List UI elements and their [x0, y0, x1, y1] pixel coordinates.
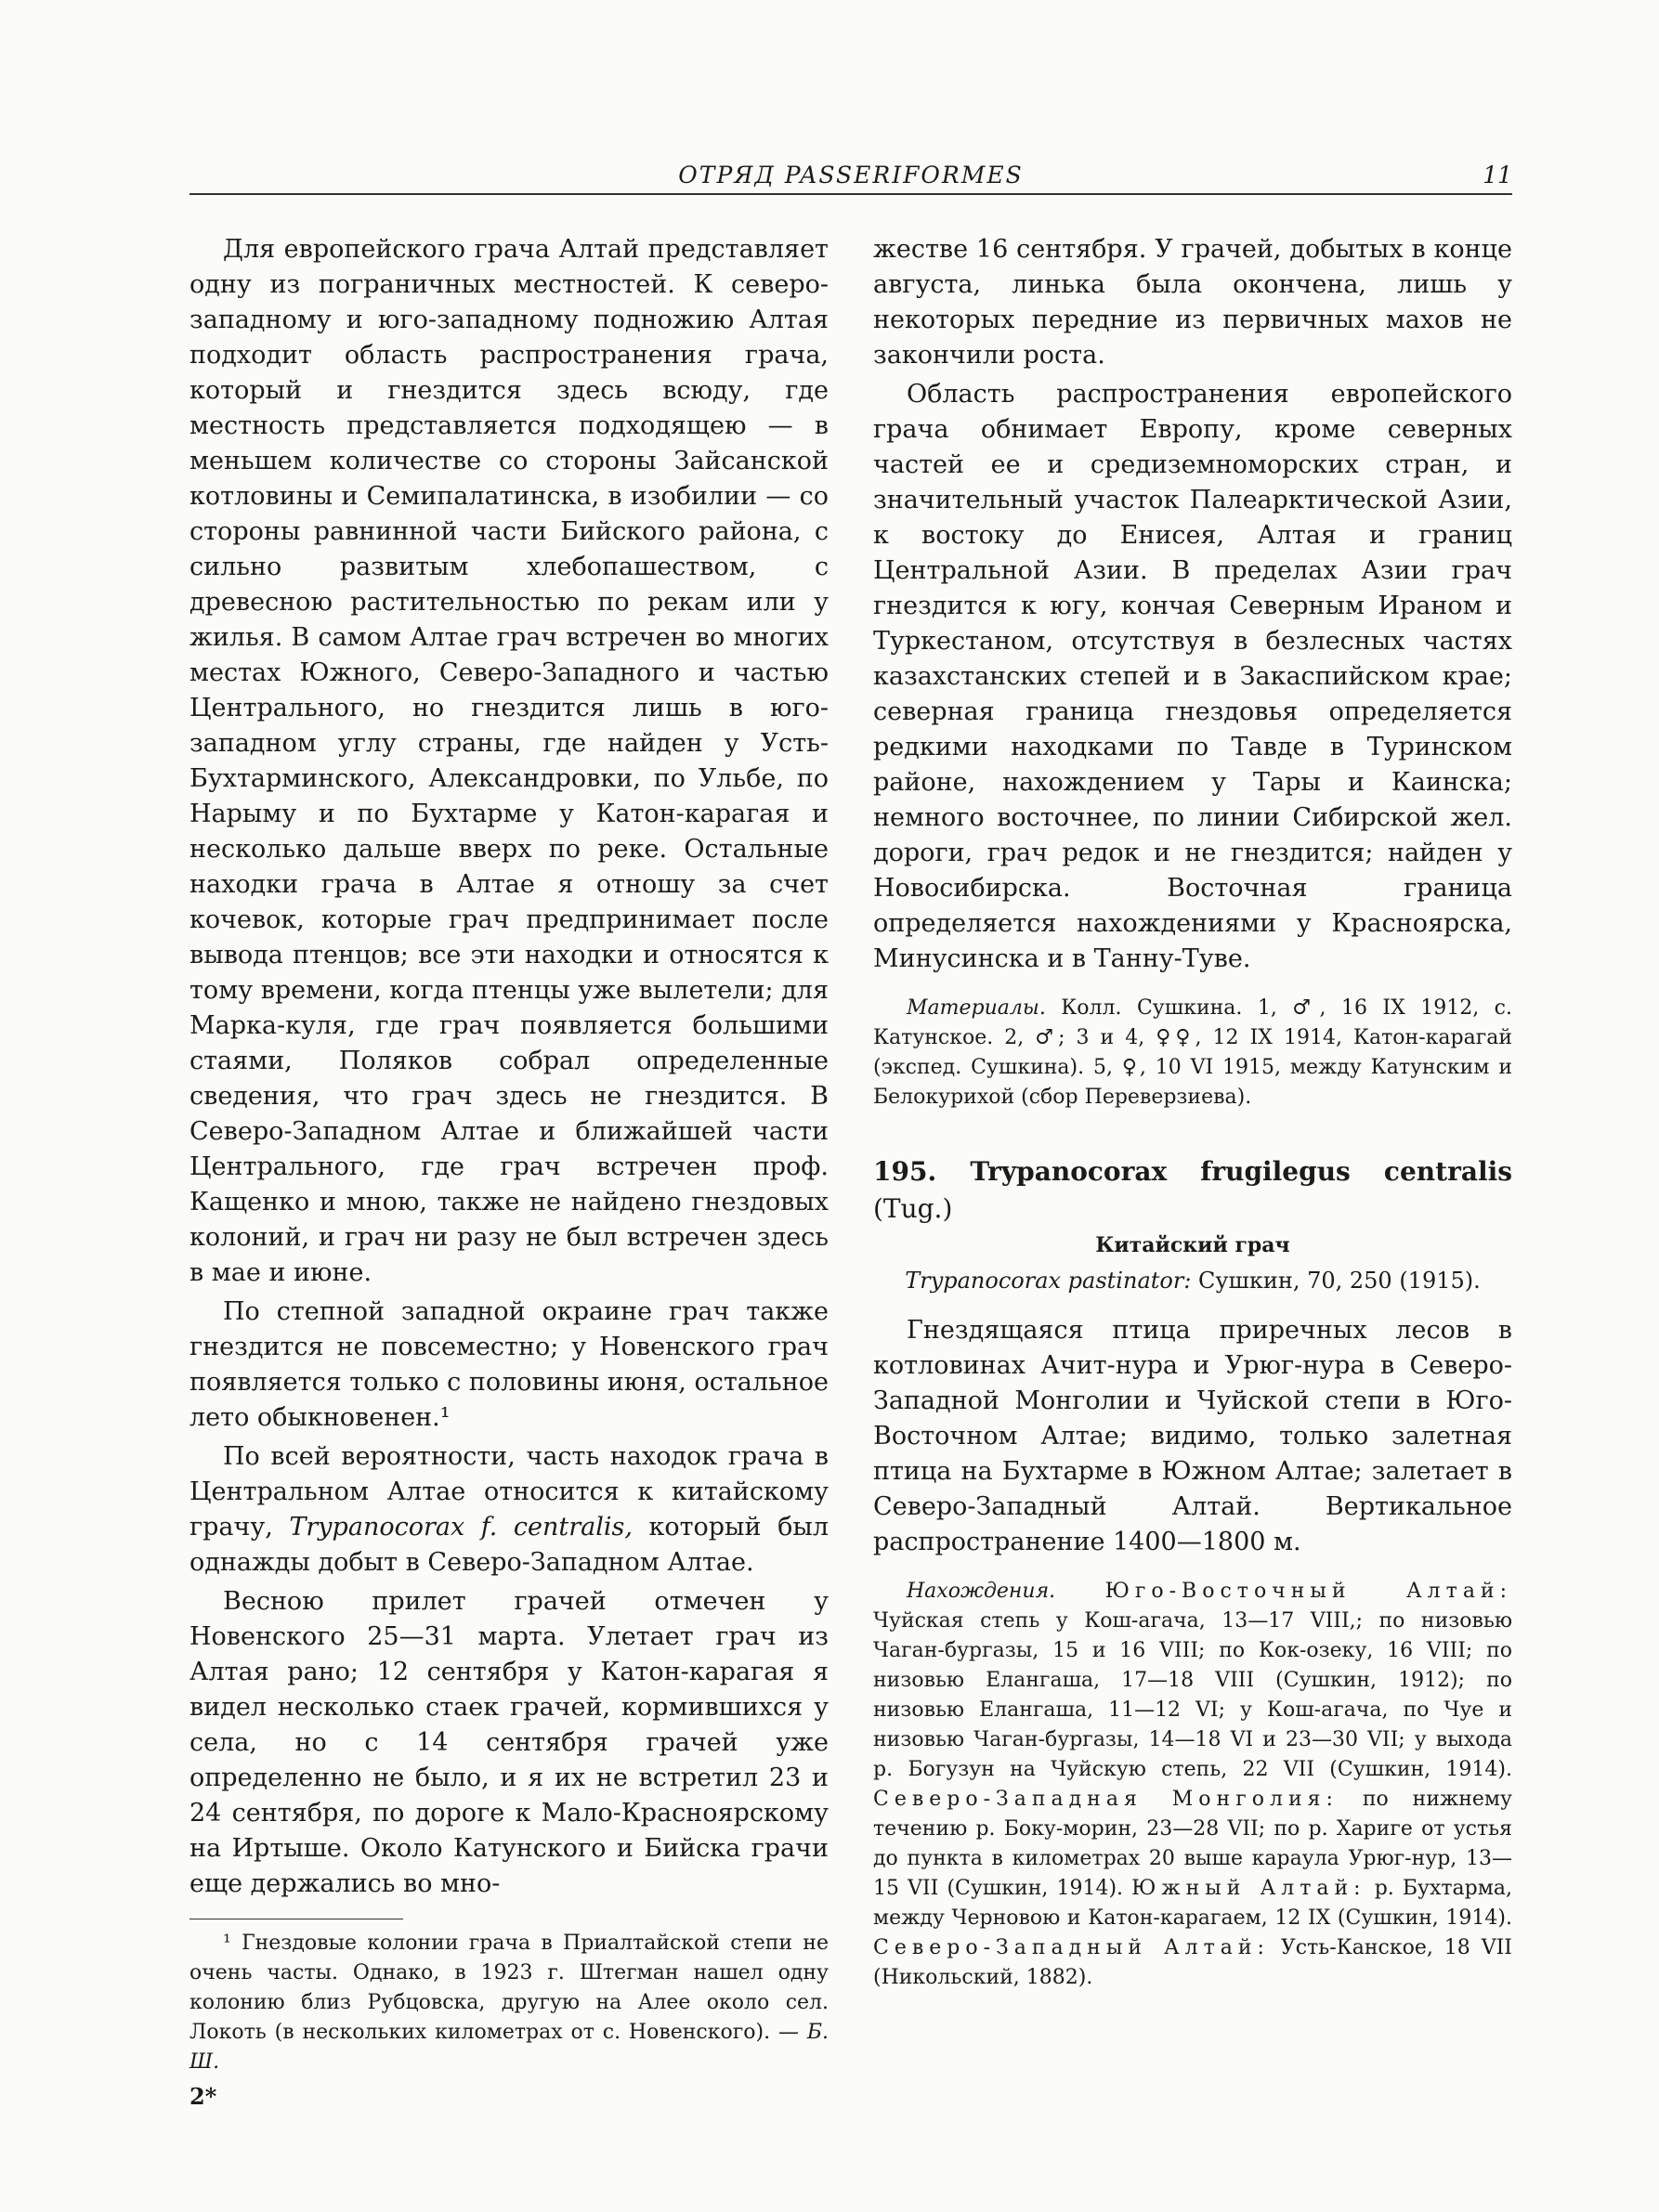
page-number: 11 — [1483, 162, 1512, 189]
left-paragraph-2: По степной западной окраине грач также гнездится не повсеместно; у Новенского грач появляется только с половины июня, остальное лето обыкновенен.¹ — [189, 1297, 829, 1432]
left-p3-taxon: Trypanocorax f. centralis, — [289, 1513, 633, 1542]
footnote — [189, 1929, 829, 2077]
synonym-line — [873, 1265, 1512, 1296]
region-northwest-mongolia-text: по нижнему течению р. Боку-морин, 23—28 VII; по р. Харигe от устья до пункта в километрах 20 выше караула Урюг-нур, 13—15 VII (Сушкин, 1914). — [873, 1788, 1512, 1900]
printer-signature: 2* — [189, 2083, 217, 2110]
running-header — [189, 160, 1512, 197]
left-paragraph-4: Весною прилет грачей отмечен у Новенского 25—31 марта. Улетает грач из Алтая рано; 12 сентября у Катон-карагая я видел несколько стаек грачей, кормившихся у села, но с 14 сентября грачей уже определенно не было, и я их не встретил 23 и 24 сентября, по дороге к Мало-Красноярскому на Иртыше. Около Катунского и Бийска грачи еще держались во мно- — [189, 1587, 829, 1898]
species-heading — [873, 1153, 1512, 1228]
left-paragraph-3 — [189, 1439, 829, 1581]
findings-block — [873, 1577, 1512, 1993]
synonym-name: Trypanocorax pastinator: — [905, 1268, 1192, 1294]
right-paragraph-2: Область распространения европейского грача обнимает Европу, кроме северных частей ее и средиземноморских стран, и значительный участок Палеарктической Азии, к востоку до Енисея, Алтая и границ Центральной Азии. В пределах Азии грач гнездится к югу, кончая Северным Ираном и Туркестаном, отсутствуя в безлесных частях казахстанских степей и в Закаспийском крае; северная граница гнездовья определяется редкими находками по Тавде в Туринском районе, нахождением у Тары и Каинска; немного восточнее, по линии Сибирской жел. дороги, грач редок и не гнездится; найден у Новосибирска. Восточная граница определяется нахождениями у Красноярска, Минусинска и в Танну-Туве. — [873, 380, 1512, 973]
region-northwest-altai-text: Усть-Канское, 18 VII (Никольский, 1882). — [873, 1936, 1512, 1989]
footnote-signature: — Б. Ш. — [189, 2021, 830, 2074]
region-northwest-mongolia: Северо-Западная Монголия: — [873, 1788, 1339, 1811]
right-column — [873, 232, 1512, 1993]
region-southeast-altai-text: Чуйская степь у Кош-агача, 13—17 VIII,; по низовью Чаган-бургазы, 15 и 16 VIII; по Кок-озеку, 16 VIII; по низовью Елангаша, 17—18 VIII (Сушкин, 1912); по низовью Елангаша, 11—12 VI; у Кош-агача, по Чуе и низовью Чаган-бургазы, 14—18 VI и 23—30 VII; у выхода р. Богузун на Чуйскую степь, 22 VII (Сушкин, 1914). — [873, 1609, 1512, 1781]
footnote-text: ¹ Гнездовые колонии грача в Приалтайской степи не очень часты. Однако, в 1923 г. Штегман нашел одну колонию близ Рубцовска, другую на Алее около сел. Локоть (в нескольких километрах от с. Новенского). — [189, 1932, 829, 2044]
left-column — [189, 232, 829, 2114]
findings-label: Нахождения. — [907, 1580, 1056, 1603]
synonym-reference: Сушкин, 70, 250 (1915). — [1198, 1268, 1481, 1294]
header-rule — [189, 193, 1512, 195]
left-paragraph-1: Для европейского грача Алтай представляет одну из пограничных местностей. К северо-западному и юго-западному подножию Алтая подходит область распространения грача, который и гнездится здесь всюду, где местность представляется подходящею — в меньшем количестве со стороны Зайсанской котловины и Семипалатинска, в изобилии — со стороны равнинной части Бийского района, с сильно развитым хлебопашеством, с древесною растительностью по рекам или у жилья. В самом Алтае грач встречен во многих местах Южного, Северо-Западного и частью Центрального, но гнездится лишь в юго-западном углу страны, где найден у Усть-Бухтарминского, Александровки, по Ульбе, по Нарыму и по Бухтарме у Катон-карагая и несколько дальше вверх по реке. Остальные находки грача в Алтае я отношу за счет кочевок, которые грач предпринимает после вывода птенцов; все эти находки и относятся к тому времени, когда птенцы уже вылетели; для Марка-куля, где грач появляется большими стаями, Поляков собрал определенные сведения, что грач здесь не гнездится. В Северо-Западном Алтае и ближайшей части Центрального, где грач встречен проф. Кащенко и мною, также не найдено гнездовых колоний, и грач ни разу не был встречен здесь в мае и июне. — [189, 235, 829, 1287]
region-south-altai-text: р. Бухтарма, между Черновою и Катон-карагаем, 12 IX (Сушкин, 1914). — [873, 1877, 1512, 1930]
region-southeast-altai: Юго-Восточный Алтай: — [1104, 1580, 1513, 1603]
right-paragraph-1: жестве 16 сентября. У грачей, добытых в конце августа, линька была окончена, лишь у некоторых передние из первичных махов не закончили роста. — [873, 235, 1512, 370]
materials-text: Колл. Сушкина. 1, ♂, 16 IX 1912, с. Катунское. 2, ♂; 3 и 4, ♀♀, 12 IX 1914, Катон-карагай (экспед. Сушкина). 5, ♀, 10 VI 1915, между Катунским и Белокурихой (сбор Переверзиева). — [873, 996, 1512, 1109]
common-name: Китайский грач — [1095, 1233, 1290, 1257]
region-northwest-altai: Северо-Западный Алтай: — [873, 1936, 1270, 1959]
left-p3-end: который был однажды добыт в Северо-Западном Алтае. — [189, 1513, 829, 1577]
right-paragraph-3: Гнездящаяся птица приречных лесов в котловинах Ачит-нура и Урюг-нура в Северо-Западной Монголии и Чуйской степи в Юго-Восточном Алтае; видимо, только залетная птица на Бухтарме в Южном Алтае; залетает в Северо-Западный Алтай. Вертикальное распространение 1400—1800 м. — [873, 1316, 1512, 1556]
species-author: (Tug.) — [873, 1193, 953, 1224]
species-number: 195. — [873, 1156, 937, 1187]
left-p3-start: По всей вероятности, часть находок грача в Центральном Алтае относится к китайскому грачу, — [189, 1442, 829, 1542]
species-name: Trypanocorax frugilegus centralis — [970, 1156, 1512, 1187]
materials-label: Материалы. — [907, 996, 1046, 1020]
materials-block — [873, 994, 1512, 1113]
region-south-altai: Южный Алтай: — [1131, 1877, 1366, 1900]
header-title: ОТРЯД PASSERIFORMES — [678, 162, 1024, 189]
